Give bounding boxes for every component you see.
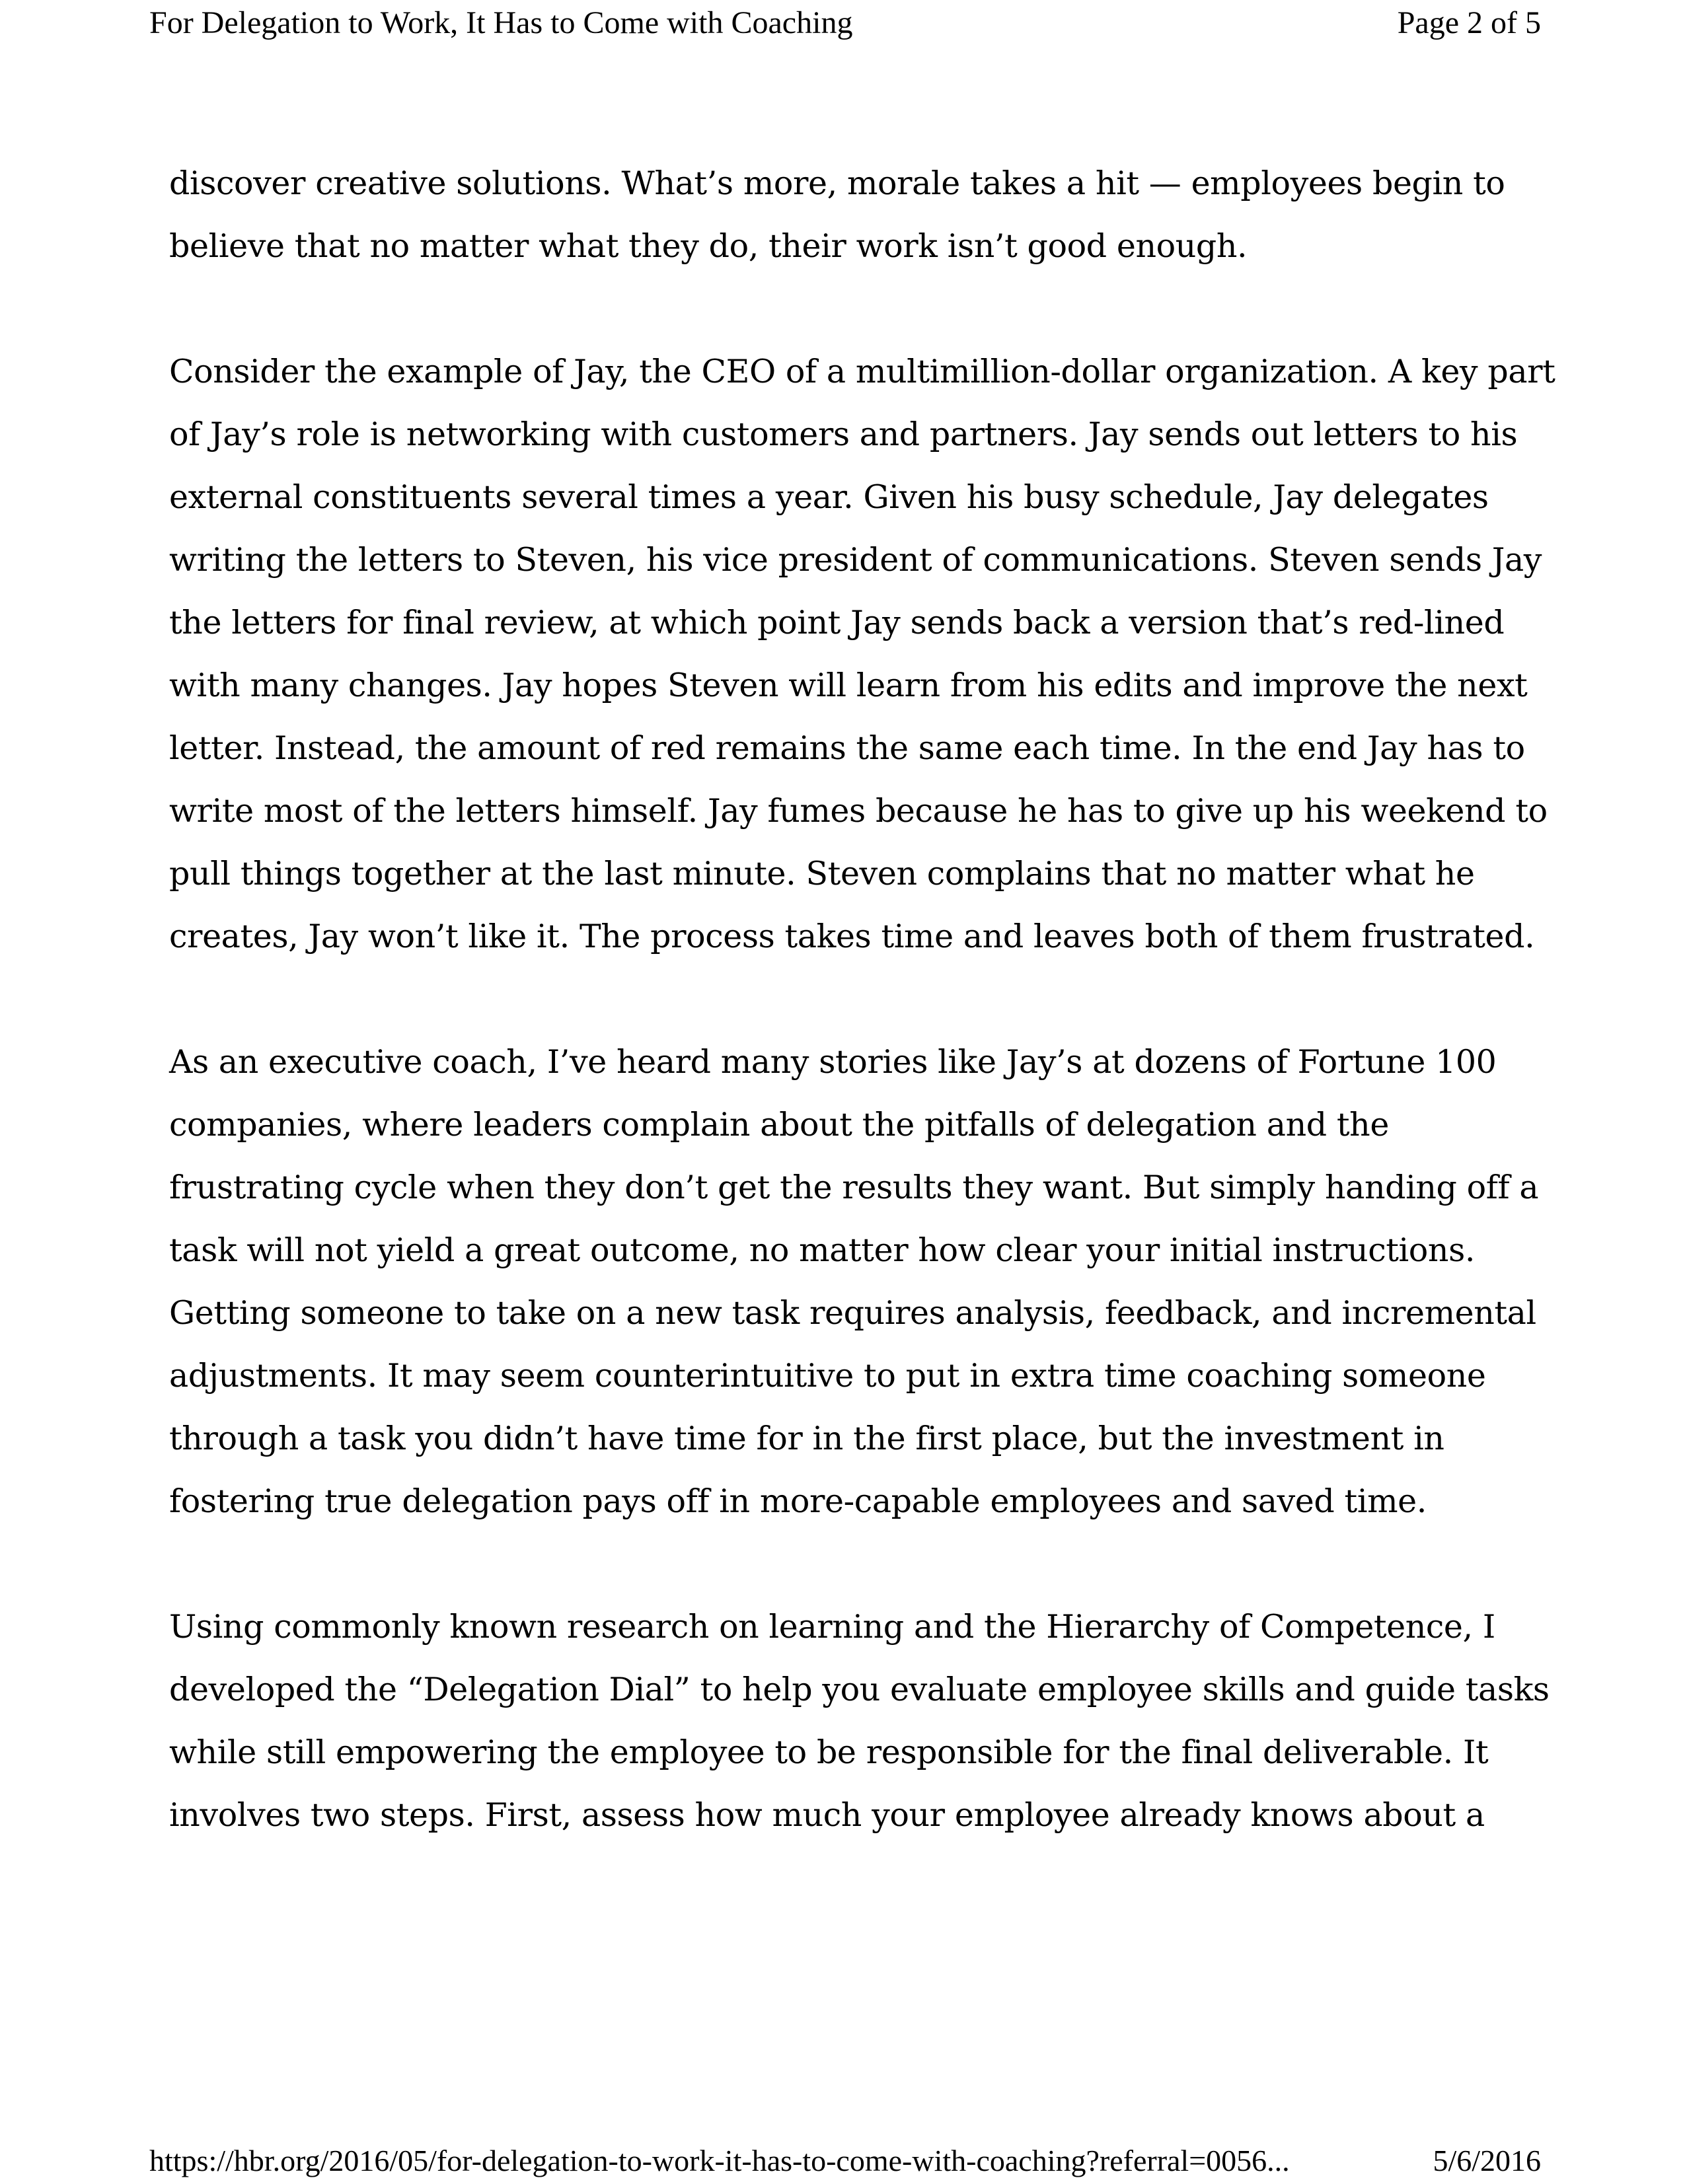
paragraph: Using commonly known research on learning and the Hierarchy of Competence, I developed the “Delegation Dial” to help you evaluate employee skills and guide tasks while still empowering the employee to be responsible for the final deliverable. It involves two steps. First, assess how much your employee already knows about a	[169, 1608, 1550, 1834]
paragraph: Consider the example of Jay, the CEO of a multimillion-dollar organization. A key part of Jay’s role is networking with customers and partners. Jay sends out letters to his external constituents several times a year. Given his busy schedule, Jay delegates writing the letters to Steven, his vice president of communications. Steven sends Jay the letters for final review, at which point Jay sends back a version that’s red-lined with many changes. Jay hopes Steven will learn from his edits and improve the next letter. Instead, the amount of red remains the same each time. In the end Jay has to write most of the letters himself. Jay fumes because he has to give up his weekend to pull things together at the last minute. Steven complains that no matter what he creates, Jay won’t like it. The process takes time and leaves both of them frustrated.	[169, 353, 1555, 955]
page-number: Page 2 of 5	[1397, 5, 1541, 40]
paragraph: discover creative solutions. What’s more, morale takes a hit — employees begin to believe that no matter what they do, their work isn’t good enough.	[169, 164, 1505, 265]
page-header	[149, 0, 1541, 46]
print-date: 5/6/2016	[1433, 2144, 1541, 2177]
article-body	[169, 152, 1563, 1846]
source-url: https://hbr.org/2016/05/for-delegation-to-work-it-has-to-come-with-coaching?referral=0056...	[149, 2144, 1290, 2177]
header-title: For Delegation to Work, It Has to Come with Coaching	[149, 5, 853, 40]
page-footer	[149, 2138, 1541, 2184]
paragraph: As an executive coach, I’ve heard many stories like Jay’s at dozens of Fortune 100 companies, where leaders complain about the pitfalls of delegation and the frustrating cycle when they don’t get the results they want. But simply handing off a task will not yield a great outcome, no matter how clear your initial instructions. Getting someone to take on a new task requires analysis, feedback, and incremental adjustments. It may seem counterintuitive to put in extra time coaching someone through a task you didn’t have time for in the first place, but the investment in fostering true delegation pays off in more-capable employees and saved time.	[169, 1043, 1539, 1520]
